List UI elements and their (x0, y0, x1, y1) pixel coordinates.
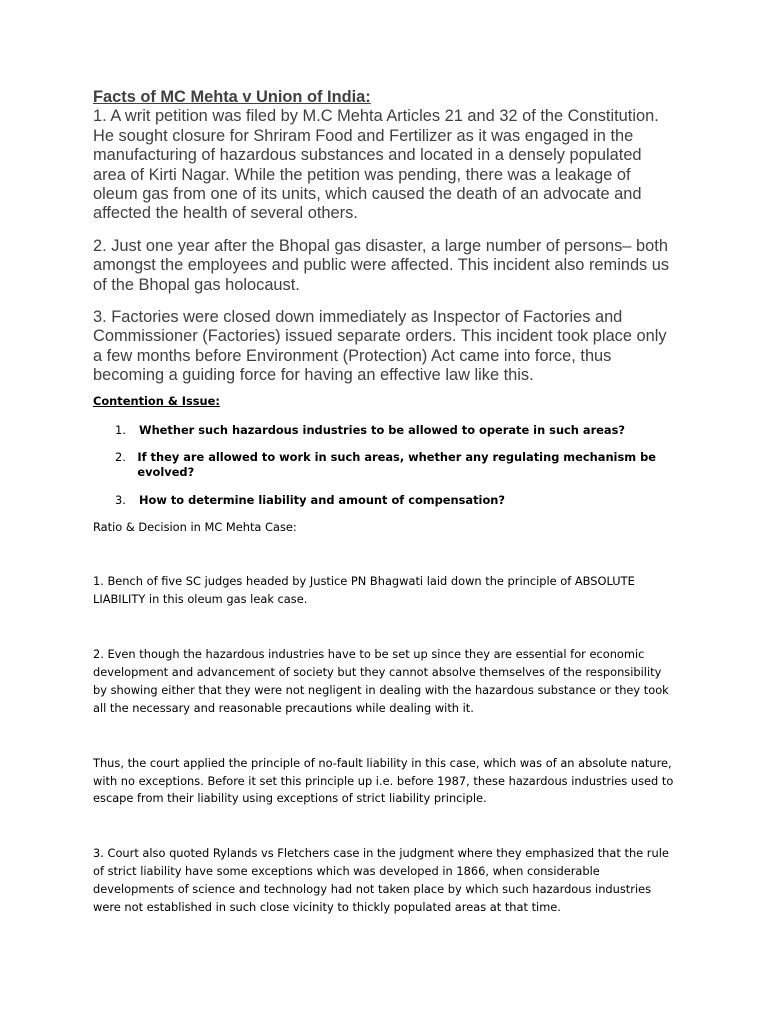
document-page (93, 88, 678, 917)
ratio-paragraph-2: 2. Even though the hazardous industries have to be set up since they are essential for economic development and advancement of society but they cannot absolve themselves of the responsibility by showing either that they were not negligent in dealing with the hazardous substance or they took all the necessary and reasonable precautions while dealing with it. (93, 647, 669, 715)
fact-paragraph-2: 2. Just one year after the Bhopal gas disaster, a large number of persons– both amongst the employees and public were affected. This incident also reminds us of the Bhopal gas holocaust. (93, 236, 670, 294)
ratio-heading: Ratio & Decision in MC Mehta Case: (93, 520, 297, 535)
issues-list (93, 423, 678, 508)
list-item (93, 493, 678, 508)
list-item (93, 450, 678, 480)
list-item-text: If they are allowed to work in such areas, whether any regulating mechanism be evolved? (137, 450, 656, 480)
ratio-paragraph-4: 3. Court also quoted Rylands vs Fletchers case in the judgment where they emphasized that the rule of strict liability have some exceptions which was developed in 1866, when considerable developments of science and technology had not taken place by which such hazardous industries were not established in such close vicinity to thickly populated areas at that time. (93, 846, 669, 915)
fact-paragraph-1: 1. A writ petition was filed by M.C Mehta Articles 21 and 32 of the Constitution. He sought closure for Shriram Food and Fertilizer as it was engaged in the manufacturing of hazardous substances and located in a densely populated area of Kirti Nagar. While the petition was pending, there was a leakage of oleum gas from one of its units, which caused the death of an advocate and affected the health of several others. (93, 107, 659, 223)
document-title: Facts of MC Mehta v Union of India: (93, 88, 371, 106)
contention-heading: Contention & Issue: (93, 393, 220, 408)
list-item (93, 423, 678, 438)
list-item-number: 3. (115, 492, 126, 507)
list-item-text: Whether such hazardous industries to be allowed to operate in such areas? (139, 422, 625, 437)
list-item-text: How to determine liability and amount of compensation? (139, 492, 505, 507)
list-item-number: 2. (115, 450, 126, 465)
ratio-paragraph-1: 1. Bench of five SC judges headed by Justice PN Bhagwati laid down the principle of ABSOLUTE LIABILITY in this oleum gas leak case. (93, 574, 635, 607)
list-item-number: 1. (115, 422, 126, 437)
fact-paragraph-3: 3. Factories were closed down immediately as Inspector of Factories and Commissioner (Factories) issued separate orders. This incident took place only a few months before Environment (Protection) Act came into force, thus becoming a guiding force for having an effective law like this. (93, 308, 667, 385)
ratio-paragraph-3: Thus, the court applied the principle of no-fault liability in this case, which was of an absolute nature, with no exceptions. Before it set this principle up i.e. before 1987, these hazardous industries used to escape from their liability using exceptions of strict liability principle. (93, 755, 674, 806)
